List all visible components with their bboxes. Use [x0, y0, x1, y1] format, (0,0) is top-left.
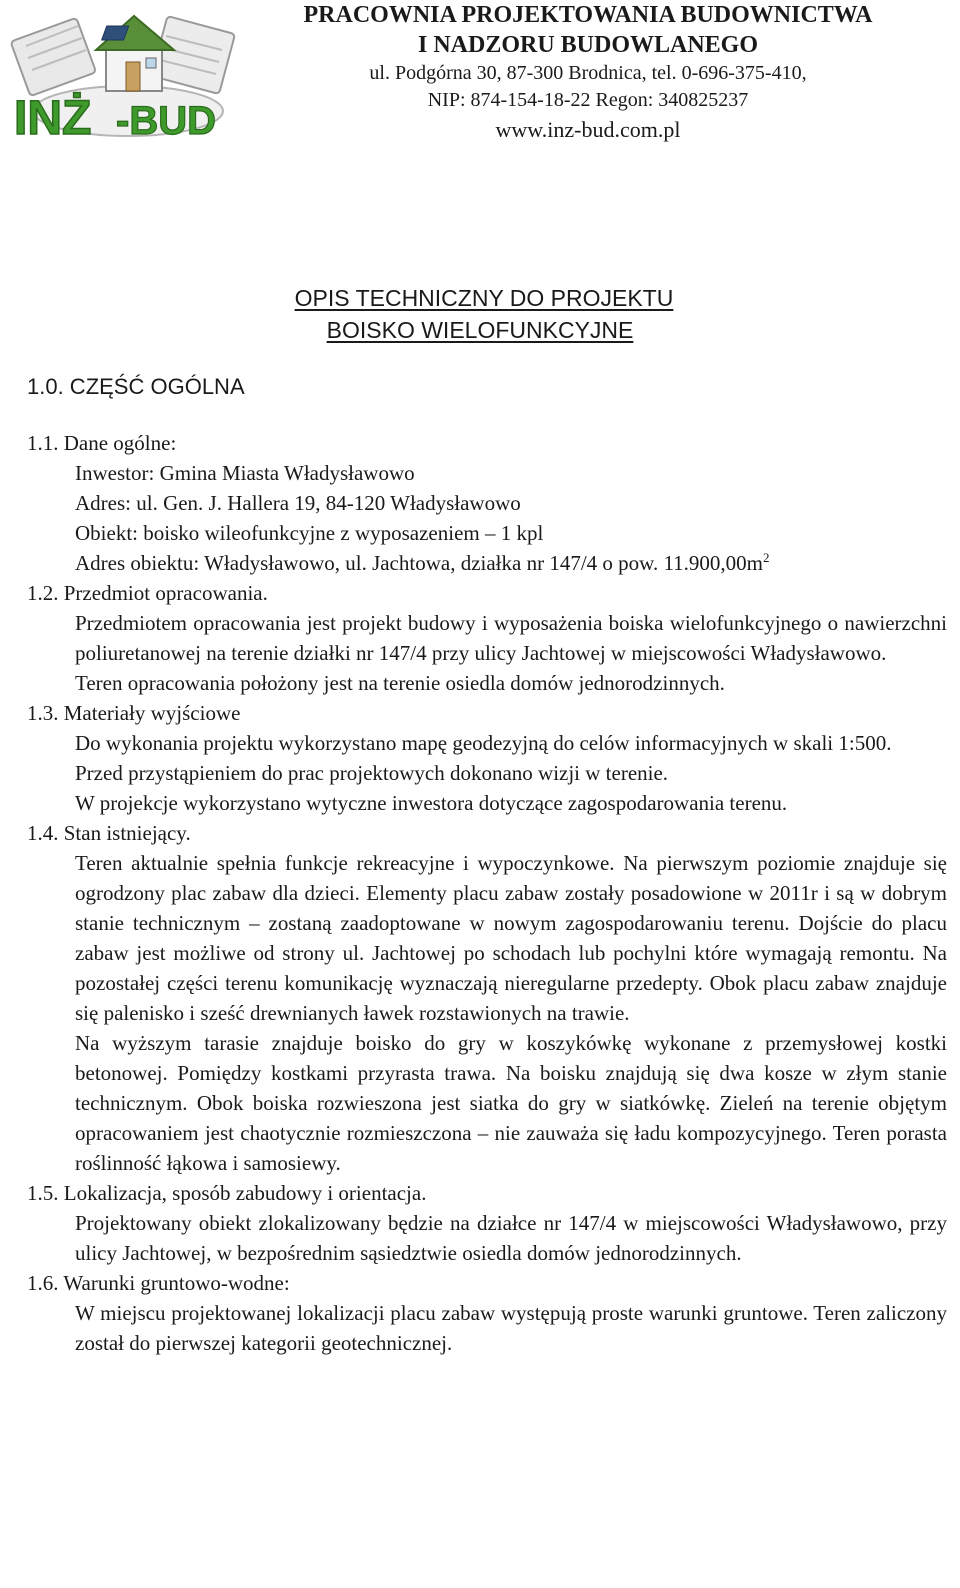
object-line: Obiekt: boisko wileofunkcyjne z wyposazeniem – 1 kpl — [75, 521, 544, 545]
company-logo — [8, 6, 238, 146]
house-icon — [96, 16, 174, 91]
document-body — [27, 428, 947, 1358]
letterhead — [238, 0, 938, 146]
paragraph: Przedmiotem opracowania jest projekt budowy i wyposażenia boiska wielofunkcyjnego o nawierzchni poliuretanowej na terenie działki nr 147/4 przy ulicy Jachtowej w miejscowości Władysławowo. — [75, 611, 947, 665]
paragraph: Na wyższym tarasie znajduje boisko do gry w koszykówkę wykonane z przemysłowej kostki betonowej. Pomiędzy kostkami przyrasta trawa. Na boisku znajdują się dwa kosze w złym stanie technicznym. Obok boiska rozwieszona jest siatka do gry w siatkówkę. Zieleń na terenie objętym opracowaniem jest chaotycznie rozmieszczona – nie zauważa się ładu kompozycyjnego. Teren porasta roślinność łąkowa i samosiewy. — [75, 1031, 947, 1175]
area-unit-superscript: 2 — [763, 550, 770, 565]
paragraph: Projektowany obiekt zlokalizowany będzie na działce nr 147/4 w miejscowości Władysławowo, przy ulicy Jachtowej, w bezpośrednim sąsiedztwie osiedla domów jednorodzinnych. — [75, 1211, 947, 1265]
document-title — [0, 282, 920, 346]
subsection-heading-1-2: 1.2. Przedmiot opracowania. — [27, 581, 268, 605]
title-line1: OPIS TECHNICZNY DO PROJEKTU — [294, 285, 674, 311]
subsection-heading-1-3: 1.3. Materiały wyjściowe — [27, 701, 241, 725]
paragraph: Do wykonania projektu wykorzystano mapę geodezyjną do celów informacyjnych w skali 1:500. — [75, 731, 892, 755]
subsection-heading-1-1: 1.1. Dane ogólne: — [27, 431, 177, 455]
section-heading-general: 1.0. CZĘŚĆ OGÓLNA — [27, 374, 245, 399]
title-line2: BOISKO WIELOFUNKCYJNE — [326, 317, 634, 343]
investor-line: Inwestor: Gmina Miasta Władysławowo — [75, 461, 415, 485]
subsection-heading-1-5: 1.5. Lokalizacja, sposób zabudowy i orientacja. — [27, 1181, 427, 1205]
object-address-text: Adres obiektu: Władysławowo, ul. Jachtowa, działka nr 147/4 o pow. 11.900,00m — [75, 551, 764, 575]
company-address: ul. Podgórna 30, 87-300 Brodnica, tel. 0-696-375-410, — [369, 62, 807, 84]
object-address-line — [27, 548, 947, 578]
paragraph: Teren opracowania położony jest na terenie osiedla domów jednorodzinnych. — [75, 671, 725, 695]
paragraph: Teren aktualnie spełnia funkcje rekreacyjne i wypoczynkowe. Na pierwszym poziomie znajduje się ogrodzony plac zabaw dla dzieci. Elementy placu zabaw zostały posadowione w 2011r i są w dobrym stanie technicznym – zostaną zaadoptowane w nowym zagospodarowaniu terenu. Dojście do placu zabaw jest możliwe od strony ul. Jachtowej po schodach lub pochylni które wymagają remontu. Na pozostałej części terenu komunikację wyznaczają nieregularne przedepty. Obok placu zabaw znajduje się palenisko i sześć drewnianych ławek rozstawionych na trawie. — [75, 851, 947, 1025]
company-tax-ids: NIP: 874-154-18-22 Regon: 340825237 — [427, 89, 749, 111]
company-name-line2: I NADZORU BUDOWLANEGO — [417, 32, 759, 58]
paragraph: Przed przystąpieniem do prac projektowych dokonano wizji w terenie. — [75, 761, 669, 785]
company-name-line1: PRACOWNIA PROJEKTOWANIA BUDOWNICTWA — [303, 2, 873, 28]
svg-text:INŻ: INŻ — [14, 92, 92, 145]
address-line: Adres: ul. Gen. J. Hallera 19, 84-120 Władysławowo — [75, 491, 521, 515]
subsection-heading-1-4: 1.4. Stan istniejący. — [27, 821, 191, 845]
paragraph: W projekcje wykorzystano wytyczne inwestora dotyczące zagospodarowania terenu. — [75, 791, 788, 815]
svg-text:-BUD: -BUD — [116, 99, 216, 143]
logo-graphic — [8, 6, 238, 146]
paragraph: W miejscu projektowanej lokalizacji placu zabaw występują proste warunki gruntowe. Teren zaliczony został do pierwszej kategorii geotechnicznej. — [75, 1301, 947, 1355]
subsection-heading-1-6: 1.6. Warunki gruntowo-wodne: — [27, 1271, 290, 1295]
company-website: www.inz-bud.com.pl — [495, 117, 681, 142]
